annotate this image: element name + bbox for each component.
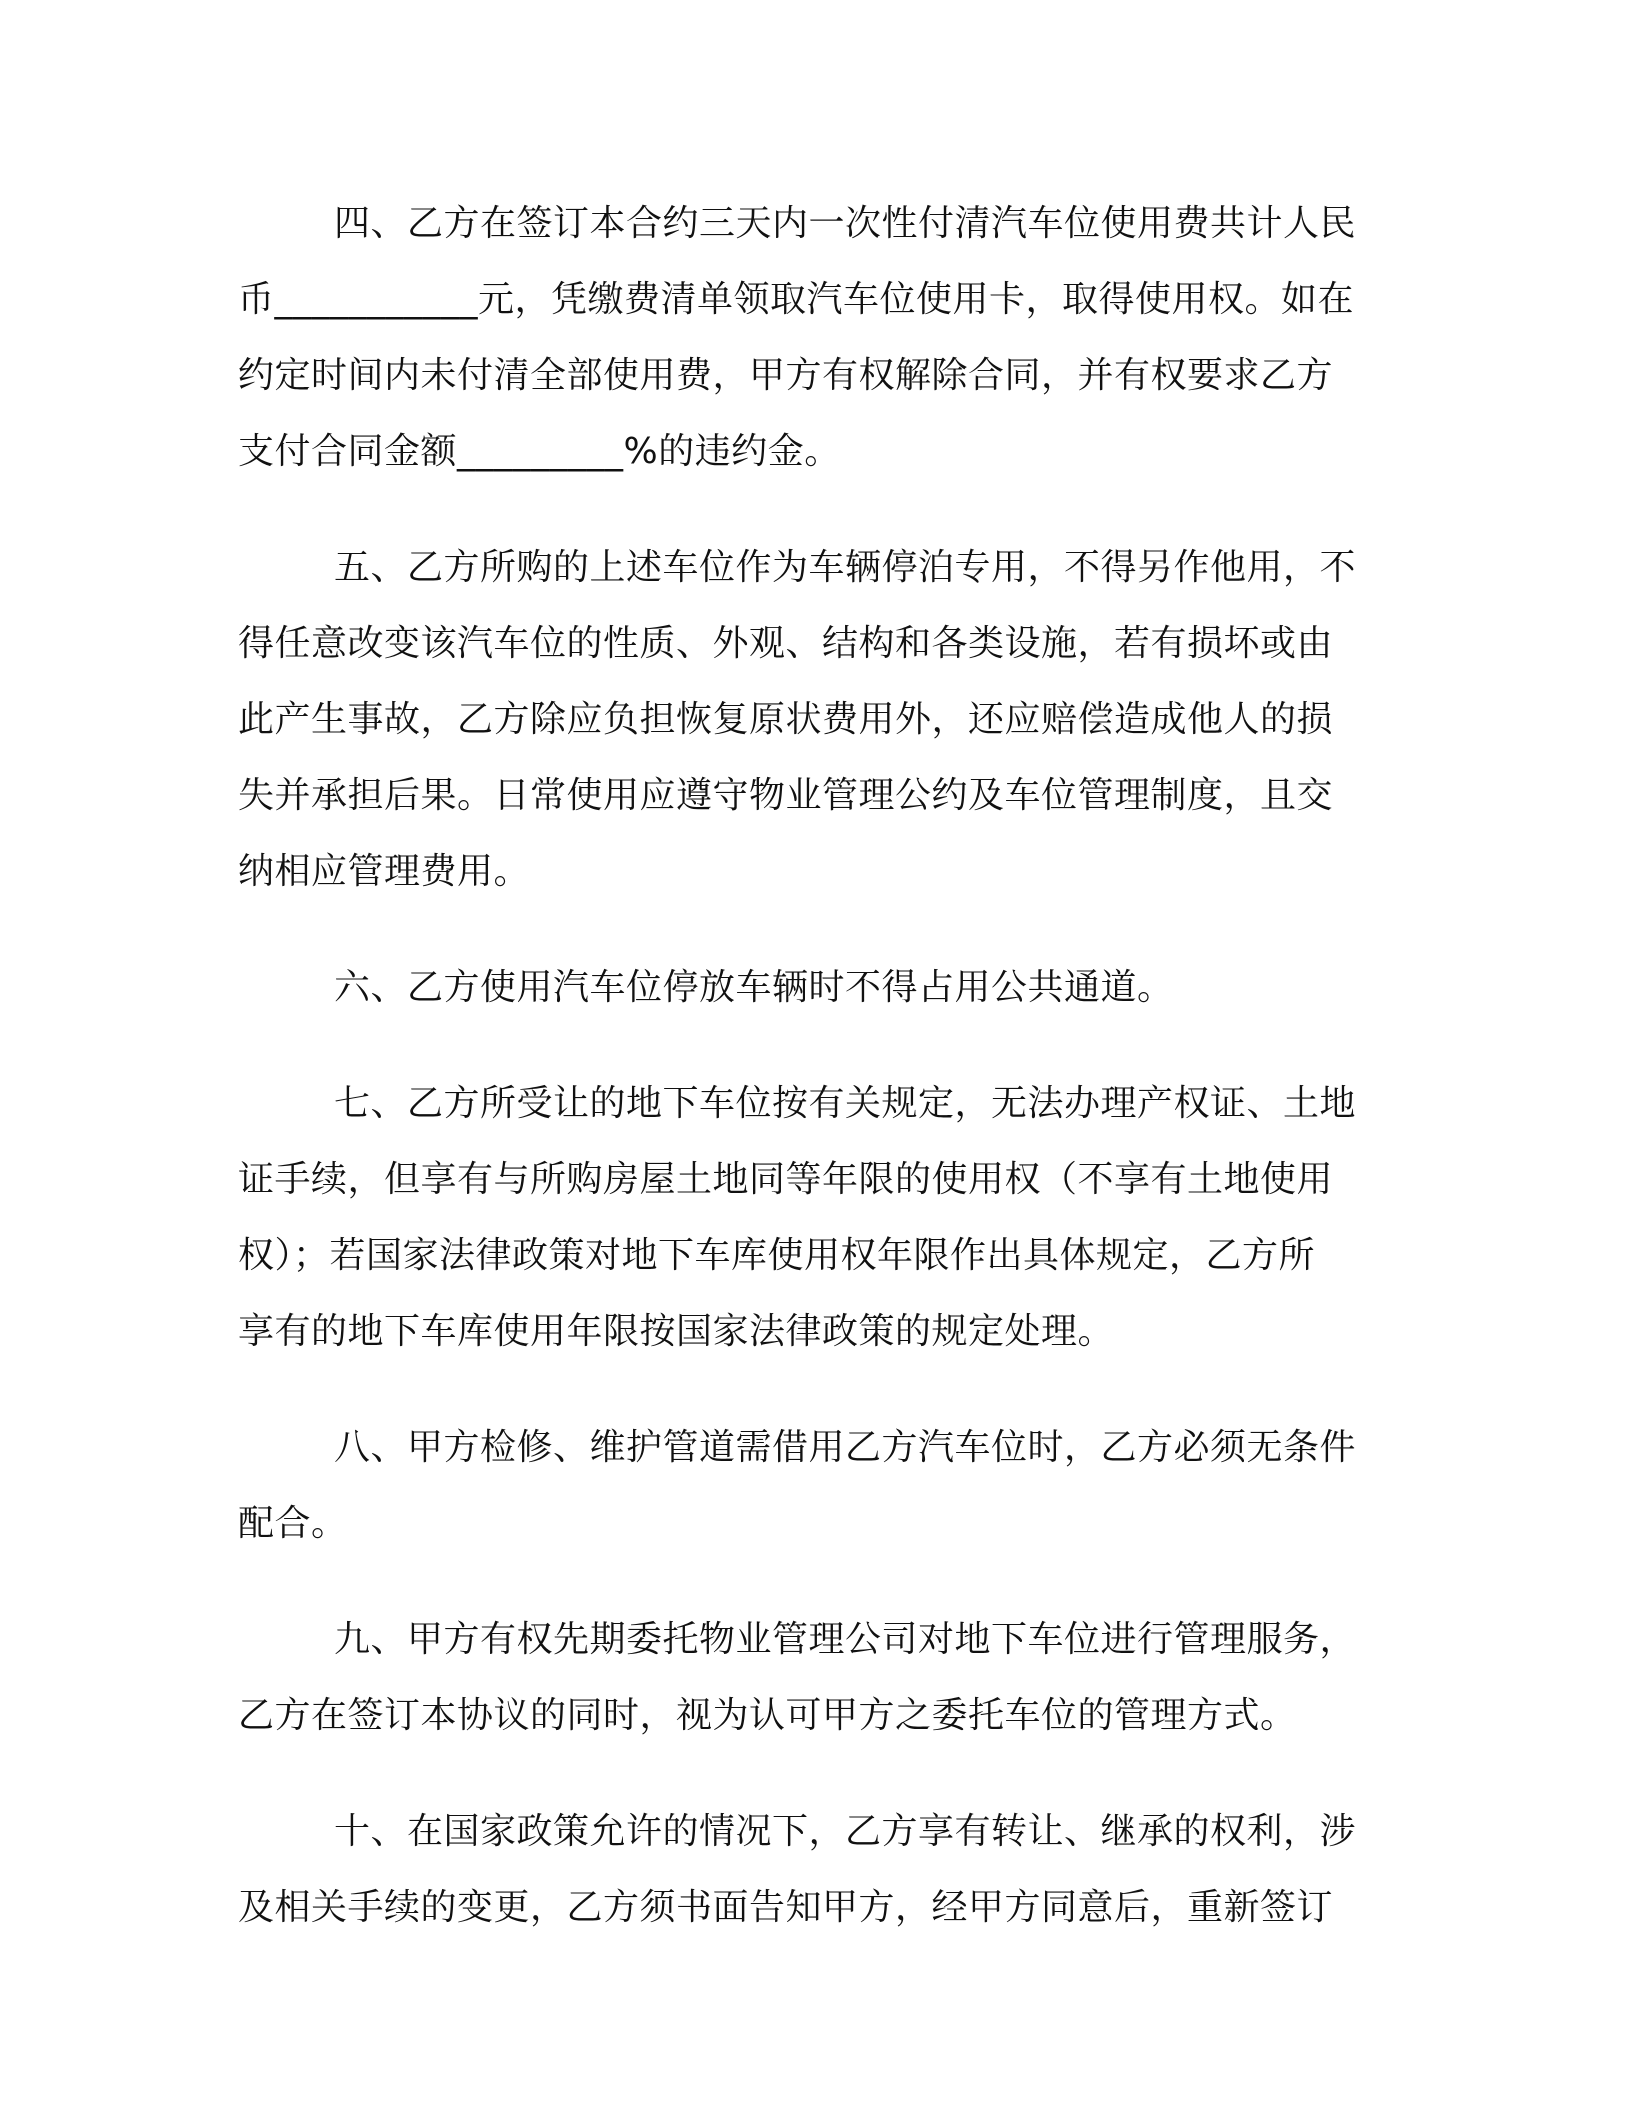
text-line: 失并承担后果。日常使用应遵守物业管理公约及车位管理制度，且交 — [238, 775, 1334, 816]
text-line: 权）；若国家法律政策对地下车库使用权年限作出具体规定，乙方所 — [238, 1235, 1316, 1276]
clause-5-paragraph — [238, 530, 1378, 910]
clause-7-paragraph — [238, 1066, 1378, 1370]
clause-4-paragraph — [238, 186, 1378, 490]
text-line: 乙方在签订本协议的同时，视为认可甲方之委托车位的管理方式。 — [238, 1695, 1297, 1736]
text-line: 享有的地下车库使用年限按国家法律政策的规定处理。 — [238, 1311, 1115, 1352]
text-line: 六、乙方使用汽车位停放车辆时不得占用公共通道。 — [334, 967, 1174, 1008]
text-line: 得任意改变该汽车位的性质、外观、结构和各类设施，若有损坏或由 — [238, 623, 1334, 664]
text-line: 九、甲方有权先期委托物业管理公司对地下车位进行管理服务， — [334, 1619, 1357, 1660]
document-body — [238, 186, 1378, 1986]
text-line: 及相关手续的变更，乙方须书面告知甲方，经甲方同意后，重新签订 — [238, 1887, 1334, 1928]
text-line: 币___________元，凭缴费清单领取汽车位使用卡，取得使用权。如在 — [238, 279, 1355, 320]
clause-8-paragraph — [238, 1410, 1378, 1562]
clause-10-paragraph — [238, 1794, 1378, 1946]
text-line: 五、乙方所购的上述车位作为车辆停泊专用，不得另作他用，不 — [334, 547, 1357, 588]
text-line: 四、乙方在签订本合约三天内一次性付清汽车位使用费共计人民 — [334, 203, 1357, 244]
text-line: 十、在国家政策允许的情况下，乙方享有转让、继承的权利，涉 — [334, 1811, 1357, 1852]
text-line: 七、乙方所受让的地下车位按有关规定，无法办理产权证、土地 — [334, 1083, 1357, 1124]
text-line: 支付合同金额_________%的违约金。 — [238, 431, 841, 472]
text-line: 八、甲方检修、维护管道需借用乙方汽车位时，乙方必须无条件 — [334, 1427, 1357, 1468]
text-line: 配合。 — [238, 1503, 348, 1544]
text-line: 纳相应管理费用。 — [238, 851, 531, 892]
text-line: 证手续，但享有与所购房屋土地同等年限的使用权（不享有土地使用 — [238, 1159, 1334, 1200]
text-line: 此产生事故，乙方除应负担恢复原状费用外，还应赔偿造成他人的损 — [238, 699, 1334, 740]
text-line: 约定时间内未付清全部使用费，甲方有权解除合同，并有权要求乙方 — [238, 355, 1334, 396]
clause-9-paragraph — [238, 1602, 1378, 1754]
clause-6-paragraph — [238, 950, 1378, 1026]
